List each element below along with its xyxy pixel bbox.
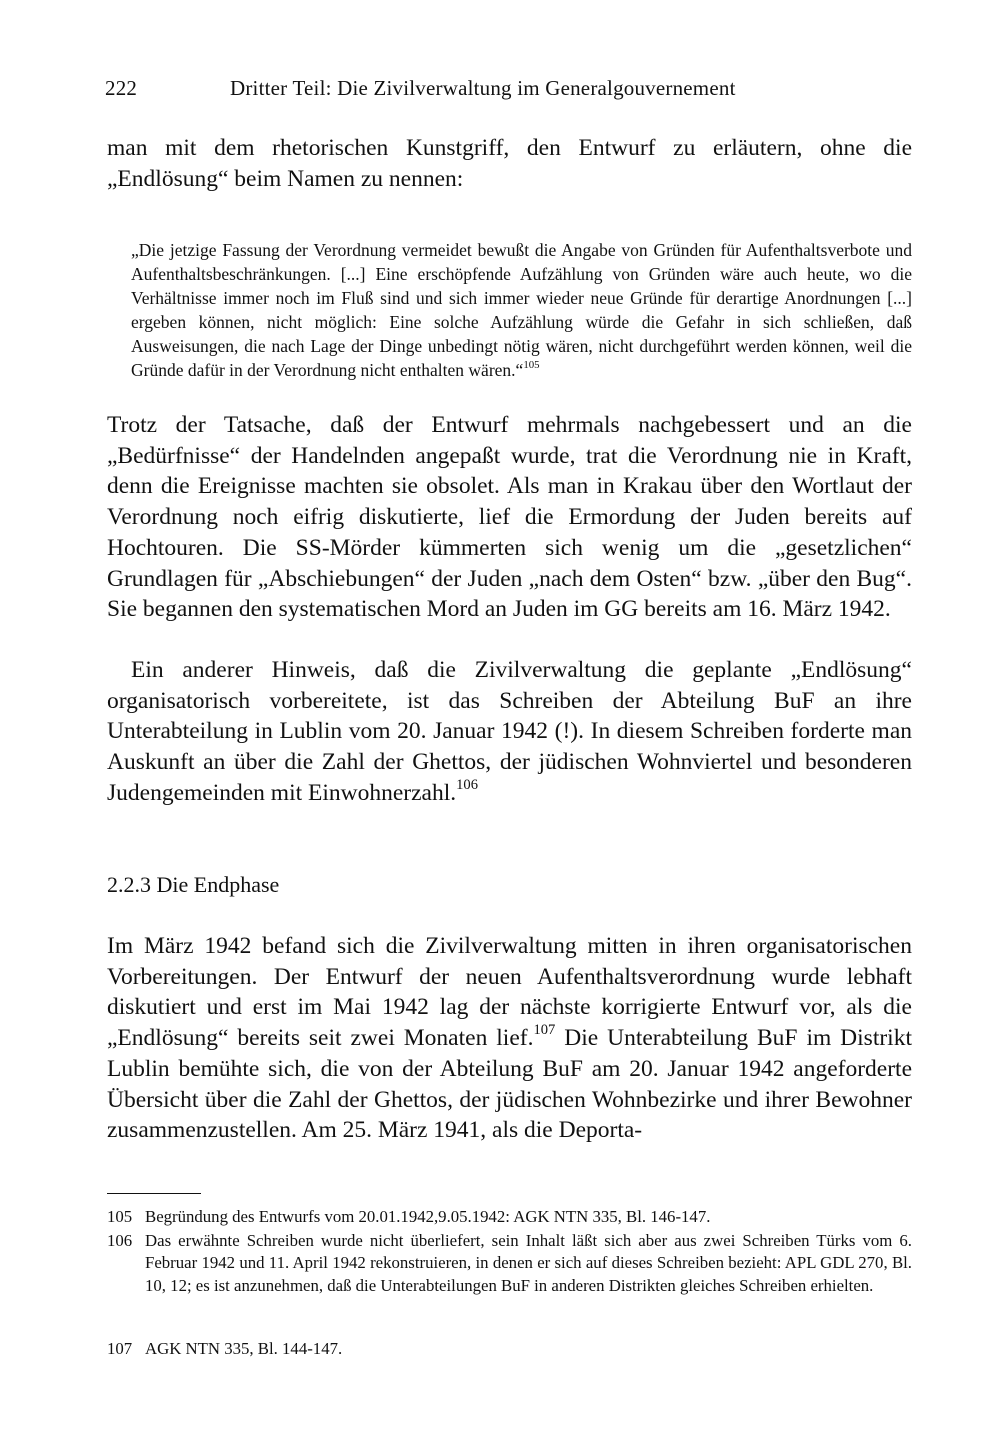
footnote-106 [107, 1230, 912, 1297]
paragraph-2-text: Ein anderer Hinweis, daß die Zivilverwaltung die geplante „Endlösung“ organisatorisch vorbereitete, ist das Schreiben der Abteilung BuF an ihre Unterabteilung in Lublin vom 20. Januar 1942 (!). In diesem Schreiben forderte man Auskunft an über die Zahl der Ghettos, der jüdischen Wohnviertel und besonderen Judengemeinden mit Einwohnerzahl. [107, 657, 912, 806]
footnote-number: 106 [107, 1231, 133, 1250]
section-heading: 2.2.3 Die Endphase [107, 872, 280, 897]
footnote-ref-106: 106 [456, 776, 478, 793]
intro-paragraph: man mit dem rhetorischen Kunstgriff, den Entwurf zu erläutern, ohne die „Endlösung“ beim Namen zu nennen: [107, 135, 912, 192]
footnote-107 [107, 1338, 912, 1360]
body-paragraph-2 [107, 655, 912, 809]
page-number: 222 [105, 76, 138, 100]
body-paragraph-3 [107, 931, 912, 1146]
footnote-ref-107: 107 [533, 1022, 556, 1039]
paragraph-3-part2: Die Unterabteilung BuF im Distrikt Lublin bemühte sich, die von der Abteilung BuF am 20. Januar 1942 angeforderte Übersicht über die Zahl der Ghettos, der jüdischen Wohnbezirke und ihrer Bewohner zusammenzustellen. Am 25. März 1941, als die Deporta- [107, 1025, 912, 1144]
footnote-text: Begründung des Entwurfs vom 20.01.1942,9.05.1942: AGK NTN 335, Bl. 146-147. [145, 1207, 711, 1226]
footnote-ref-105: 105 [523, 358, 540, 371]
paragraph-3-part1: Im März 1942 befand sich die Zivilverwaltung mitten in ihren organisatorischen Vorbereitungen. Der Entwurf der neuen Aufenthaltsverordnung wurde lebhaft diskutiert und erst im Mai 1942 lag der nächste korrigierte Entwurf vor, als die „Endlösung“ bereits seit zwei Monaten lief. [107, 933, 912, 1052]
footnote-number: 107 [107, 1339, 133, 1358]
body-paragraph-1: Trotz der Tatsache, daß der Entwurf mehrmals nachgebessert und an die „Bedürfnisse“ der Handelnden angepaßt wurde, trat die Verordnung nie in Kraft, denn die Ereignisse machten sie obsolet. Als man in Krakau über den Wortlaut der Verordnung noch eifrig diskutierte, lief die Ermordung der Juden bereits auf Hochtouren. Die SS-Mörder kümmerten sich wenig um die „gesetzlichen“ Grundlagen für „Abschiebungen“ der Juden „nach dem Osten“ bzw. „über den Bug“. Sie begannen den systematischen Mord an Juden im GG bereits am 16. März 1942. [107, 412, 912, 623]
quote-text: „Die jetzige Fassung der Verordnung vermeidet bewußt die Angabe von Gründen für Aufenthaltsverbote und Aufenthaltsbeschränkungen. [...] Eine erschöpfende Aufzählung von Gründen wäre auch heute, wo die Verhältnisse immer noch im Fluß sind und sich immer wieder neue Gründe für derartige Anordnungen [...] ergeben können, nicht möglich: Eine solche Aufzählung würde die Gefahr in sich schließen, daß Ausweisungen, die nach Lage der Dinge unbedingt nötig wären, nicht durchgeführt werden können, weil die Gründe dafür in der Verordnung nicht enthalten wären.“ [131, 240, 912, 380]
running-title: Dritter Teil: Die Zivilverwaltung im Generalgouvernement [230, 76, 736, 100]
footnote-text: Das erwähnte Schreiben wurde nicht überliefert, sein Inhalt läßt sich aber aus zwei Schreiben Türks vom 6. Februar 1942 und 11. April 1942 rekonstruieren, in denen er sich auf dieses Schreiben bezieht: APL GDL 270, Bl. 10, 12; es ist anzunehmen, daß die Unterabteilungen BuF in anderen Distrikten gleiches Schreiben erhielten. [145, 1231, 912, 1295]
footnote-number: 105 [107, 1207, 133, 1226]
footnote-text: AGK NTN 335, Bl. 144-147. [145, 1339, 343, 1358]
page-header [105, 76, 736, 101]
footnote-divider [107, 1193, 201, 1194]
footnote-105 [107, 1206, 912, 1228]
block-quote [131, 238, 912, 382]
